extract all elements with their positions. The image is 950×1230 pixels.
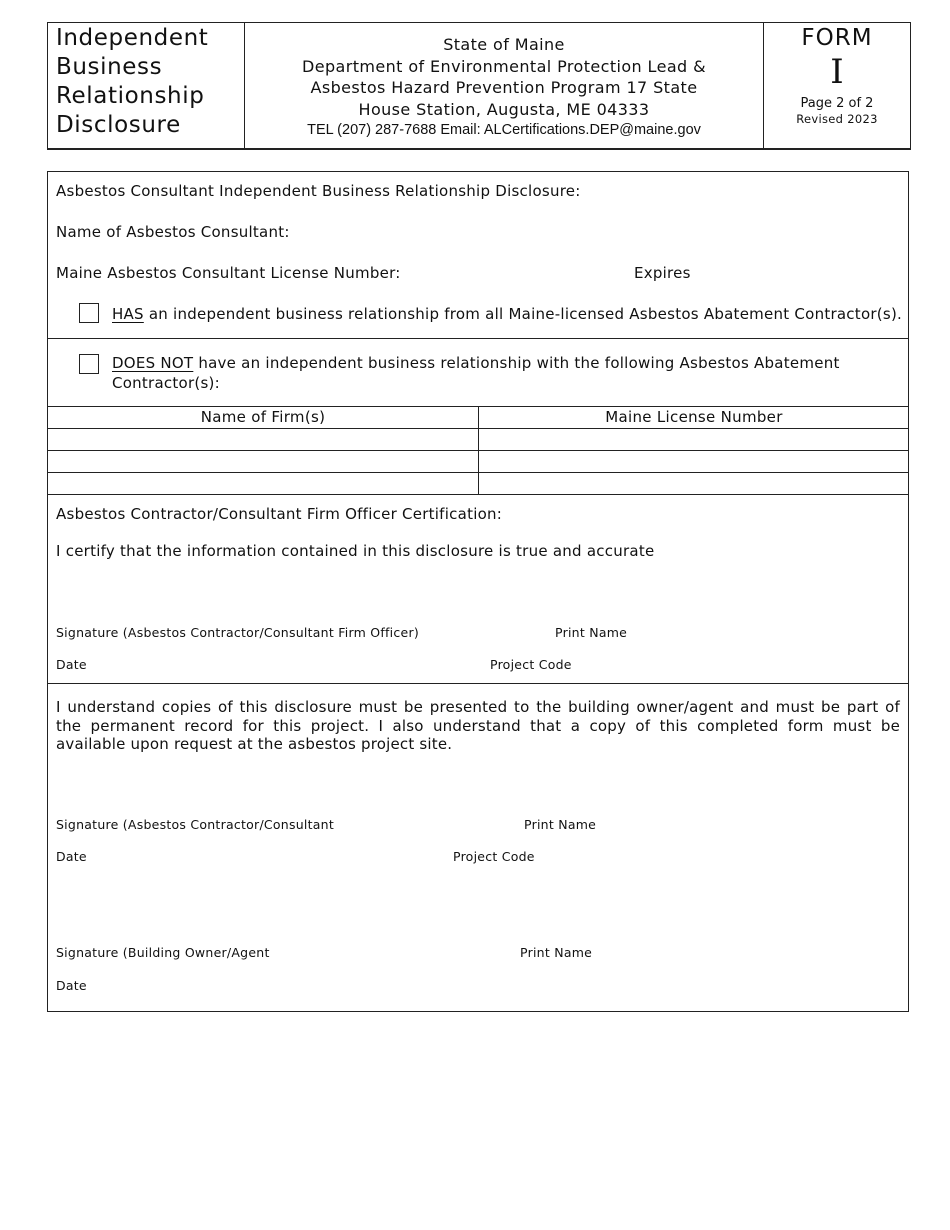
consultant-name-label: Name of Asbestos Consultant: [56,223,290,241]
owner-print-name-label: Print Name [520,945,593,960]
does-not-text: have an independent business relationship with the following Asbestos Abatement [198,354,840,372]
form-label: FORM [801,25,873,51]
has-relationship-statement [112,304,902,324]
has-text: an independent business relationship from all Maine-licensed Asbestos Abatement Contractor(s). [148,305,903,323]
officer-date-label: Date [56,657,87,672]
form-title [48,23,245,148]
form-title-line: Business [56,54,163,80]
divider [48,338,908,339]
agency-contact: TEL (207) 287-7688 Email: ALCertifications.DEP@maine.gov [307,122,701,138]
consultant-project-code-label: Project Code [453,849,535,864]
owner-signature-label: Signature (Building Owner/Agent [56,945,270,960]
revision-date: Revised 2023 [796,112,878,126]
acknowledgement-paragraph: I understand copies of this disclosure must be presented to the building owner/agent and must be part of the permanent record for this project. I also understand that a copy of this completed form must be available upon request at the asbestos project site. [56,698,900,753]
form-title-line: Relationship [56,83,205,109]
expires-label: Expires [634,264,691,282]
page-number: Page 2 of 2 [800,96,874,111]
officer-signature-line[interactable]: ____________________________________________ [56,613,342,625]
license-number-cell[interactable] [479,429,910,450]
agency-line: Department of Environmental Protection Lead & [302,56,706,76]
certification-heading: Asbestos Contractor/Consultant Firm Officer Certification: [56,505,503,523]
officer-project-code-label: Project Code [490,657,572,672]
does-not-statement [112,353,840,373]
section1-heading: Asbestos Consultant Independent Business Relationship Disclosure: [56,182,581,200]
form-letter: I [830,52,844,92]
form-title-line: Disclosure [56,112,181,138]
owner-signature-line[interactable]: ___________________________________________ [56,933,336,945]
does-not-text-continued: Contractor(s): [112,374,220,392]
consultant-signature-label: Signature (Asbestos Contractor/Consultant [56,817,334,832]
consultant-signature-line[interactable]: ___________________________________________ [56,805,336,817]
col-header-firm-name: Name of Firm(s) [200,408,326,426]
divider [48,683,908,684]
owner-date-label: Date [56,978,87,993]
does-not-relationship-checkbox[interactable] [79,354,99,374]
form-title-line: Independent [56,25,209,51]
col-header-license-number: Maine License Number [605,408,783,426]
firm-name-cell[interactable] [48,473,478,494]
certification-statement: I certify that the information contained in this disclosure is true and accurate [56,542,655,560]
license-number-cell[interactable] [479,473,910,494]
has-relationship-checkbox[interactable] [79,303,99,323]
form-header [47,22,911,150]
divider [48,494,908,495]
agency-line: Asbestos Hazard Prevention Program 17 State [310,78,698,97]
agency-line: State of Maine [443,35,565,54]
agency-info [245,23,764,148]
has-keyword: HAS [112,305,144,323]
license-number-label: Maine Asbestos Consultant License Number: [56,264,401,282]
does-not-keyword: DOES NOT [112,354,194,372]
consultant-date-label: Date [56,849,87,864]
form-id-box [764,23,910,148]
firm-name-cell[interactable] [48,429,478,450]
firm-name-cell[interactable] [48,451,478,472]
consultant-print-name-label: Print Name [524,817,597,832]
license-number-cell[interactable] [479,451,910,472]
officer-print-name-label: Print Name [555,625,628,640]
disclosure-form [47,171,909,1012]
officer-signature-label: Signature (Asbestos Contractor/Consultant Firm Officer) [56,625,419,640]
agency-line: House Station, Augusta, ME 04333 [358,99,650,119]
